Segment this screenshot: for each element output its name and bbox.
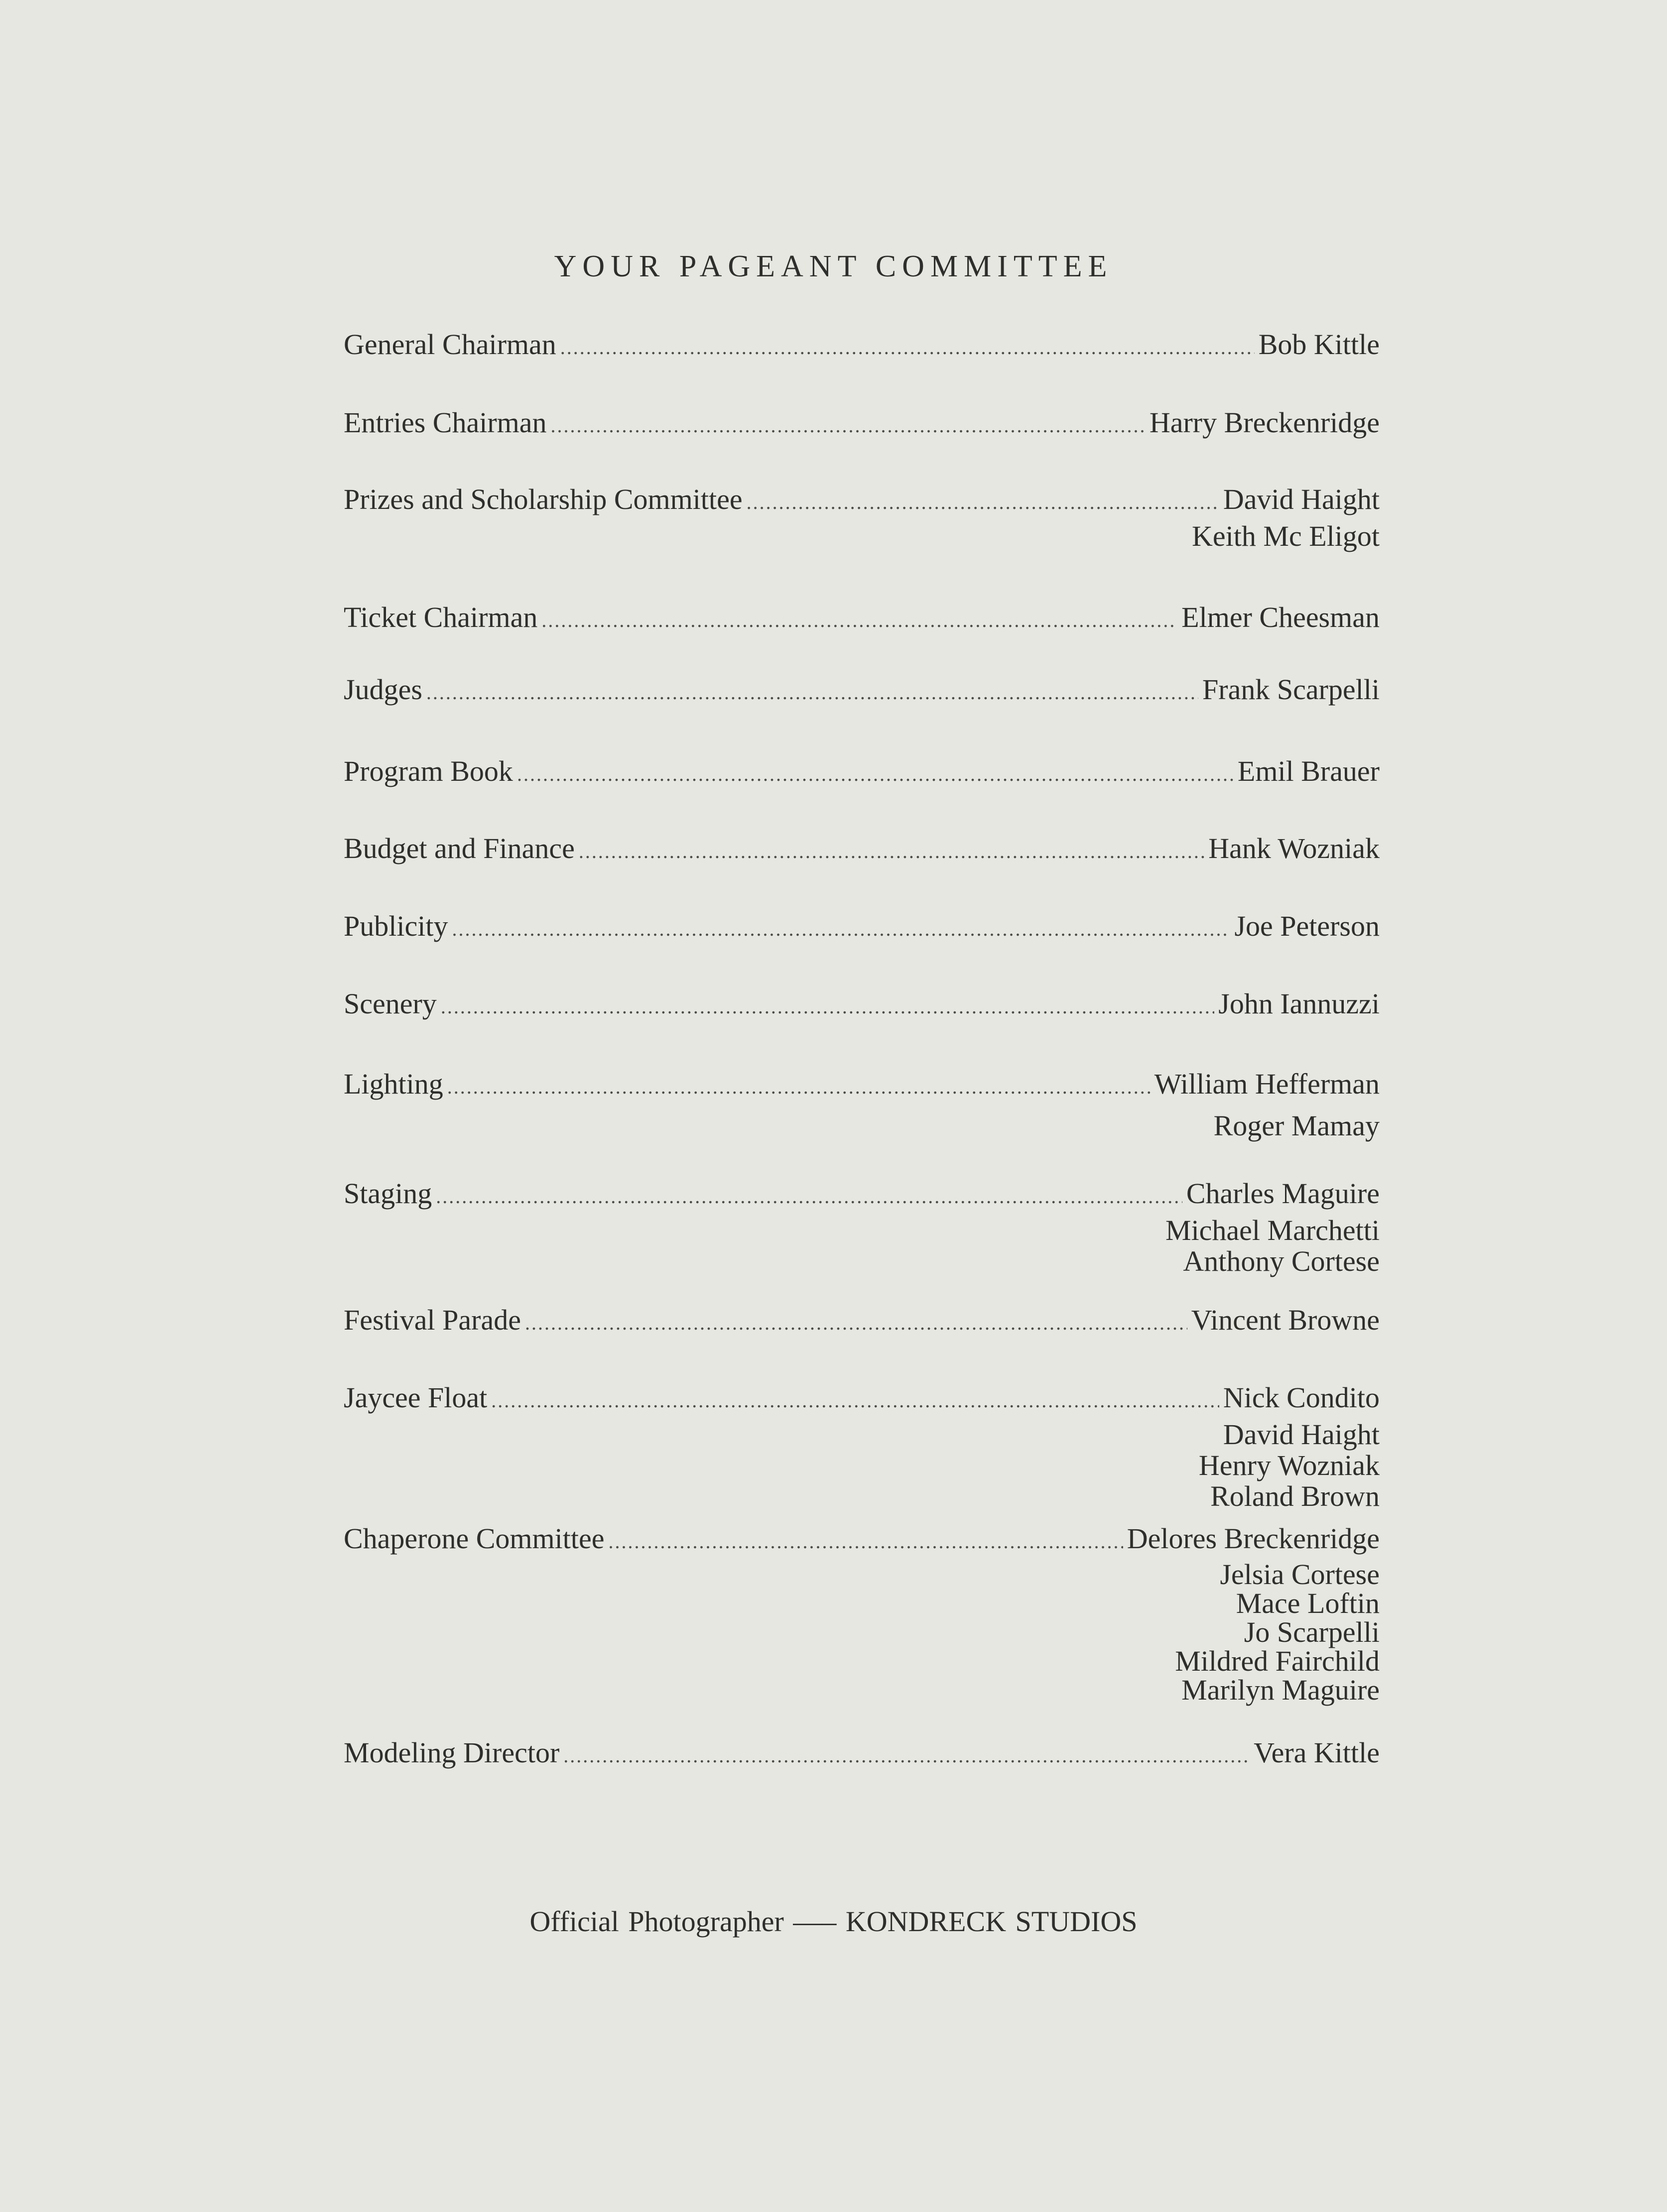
role-label: Prizes and Scholarship Committee (344, 483, 743, 515)
role-label: Modeling Director (344, 1736, 560, 1769)
member-name: Vincent Browne (1191, 1304, 1380, 1336)
committee-entry (344, 908, 1380, 948)
committee-entry (344, 404, 1380, 444)
committee-entry (344, 1734, 1380, 1774)
dot-leader (517, 756, 1234, 793)
member-name: Michael Marchetti (1165, 1214, 1380, 1246)
dot-leader (436, 1178, 1182, 1215)
committee-entry (344, 985, 1380, 1025)
photographer-credit: Official Photographer —– KONDRECK STUDIOS (529, 1905, 1138, 1938)
member-name: Roland Brown (1210, 1480, 1380, 1512)
role-label: Ticket Chairman (344, 601, 538, 633)
committee-entry (344, 1066, 1380, 1146)
role-label: Budget and Finance (344, 832, 575, 864)
role-label: Chaperone Committee (344, 1522, 605, 1555)
role-label: Jaycee Float (344, 1381, 488, 1414)
committee-entry (344, 671, 1380, 711)
member-name: David Haight (1223, 483, 1380, 515)
member-name: Delores Breckenridge (1127, 1522, 1380, 1555)
role-label: General Chairman (344, 328, 556, 361)
member-name: David Haight (1223, 1418, 1380, 1451)
committee-entry (344, 326, 1380, 366)
dot-leader (608, 1523, 1123, 1560)
dot-leader (560, 329, 1255, 366)
member-name: Emil Brauer (1237, 755, 1380, 787)
dot-leader (525, 1305, 1187, 1342)
member-name: Joe Peterson (1234, 910, 1380, 942)
member-name: Harry Breckenridge (1149, 406, 1380, 439)
member-name: Roger Mamay (1213, 1109, 1380, 1142)
role-label: Judges (344, 673, 422, 706)
member-name: Mace Loftin (1236, 1587, 1380, 1619)
dot-leader (452, 911, 1230, 948)
dot-leader (426, 674, 1198, 711)
dot-leader (491, 1382, 1219, 1419)
member-name: Elmer Cheesman (1181, 601, 1380, 633)
member-name: Henry Wozniak (1198, 1449, 1380, 1481)
member-name: Marilyn Maguire (1181, 1674, 1380, 1706)
member-name: Charles Maguire (1186, 1177, 1380, 1210)
member-name: Anthony Cortese (1183, 1245, 1380, 1277)
member-name: Jelsia Cortese (1220, 1558, 1380, 1591)
role-label: Entries Chairman (344, 406, 547, 439)
committee-entry (344, 1302, 1380, 1342)
page-title: YOUR PAGEANT COMMITTEE (554, 249, 1113, 283)
dot-leader (747, 484, 1219, 521)
member-name: Hank Wozniak (1208, 832, 1380, 864)
committee-entry (344, 1379, 1380, 1512)
dot-leader (563, 1737, 1250, 1774)
dot-leader (447, 1069, 1151, 1106)
dot-leader (579, 833, 1204, 870)
member-name: Bob Kittle (1258, 328, 1380, 361)
committee-entry (344, 1175, 1380, 1277)
committee-entry (344, 753, 1380, 793)
member-name: Vera Kittle (1254, 1736, 1380, 1769)
committee-entry (344, 599, 1380, 639)
member-name: William Hefferman (1154, 1068, 1380, 1100)
committee-entry (344, 481, 1380, 552)
dot-leader (441, 988, 1214, 1025)
role-label: Staging (344, 1177, 432, 1210)
role-label: Festival Parade (344, 1304, 521, 1336)
member-name: Frank Scarpelli (1202, 673, 1380, 706)
role-label: Lighting (344, 1068, 443, 1100)
committee-entry (344, 830, 1380, 870)
member-name: Nick Condito (1223, 1381, 1380, 1414)
role-label: Scenery (344, 987, 437, 1020)
member-name: Mildred Fairchild (1175, 1645, 1380, 1677)
member-name: Jo Scarpelli (1244, 1616, 1380, 1648)
member-name: Keith Mc Eligot (1192, 520, 1380, 552)
role-label: Publicity (344, 910, 448, 942)
dot-leader (551, 407, 1146, 444)
member-name: John Iannuzzi (1218, 987, 1380, 1020)
role-label: Program Book (344, 755, 513, 787)
dot-leader (541, 602, 1177, 639)
committee-entry (344, 1520, 1380, 1705)
